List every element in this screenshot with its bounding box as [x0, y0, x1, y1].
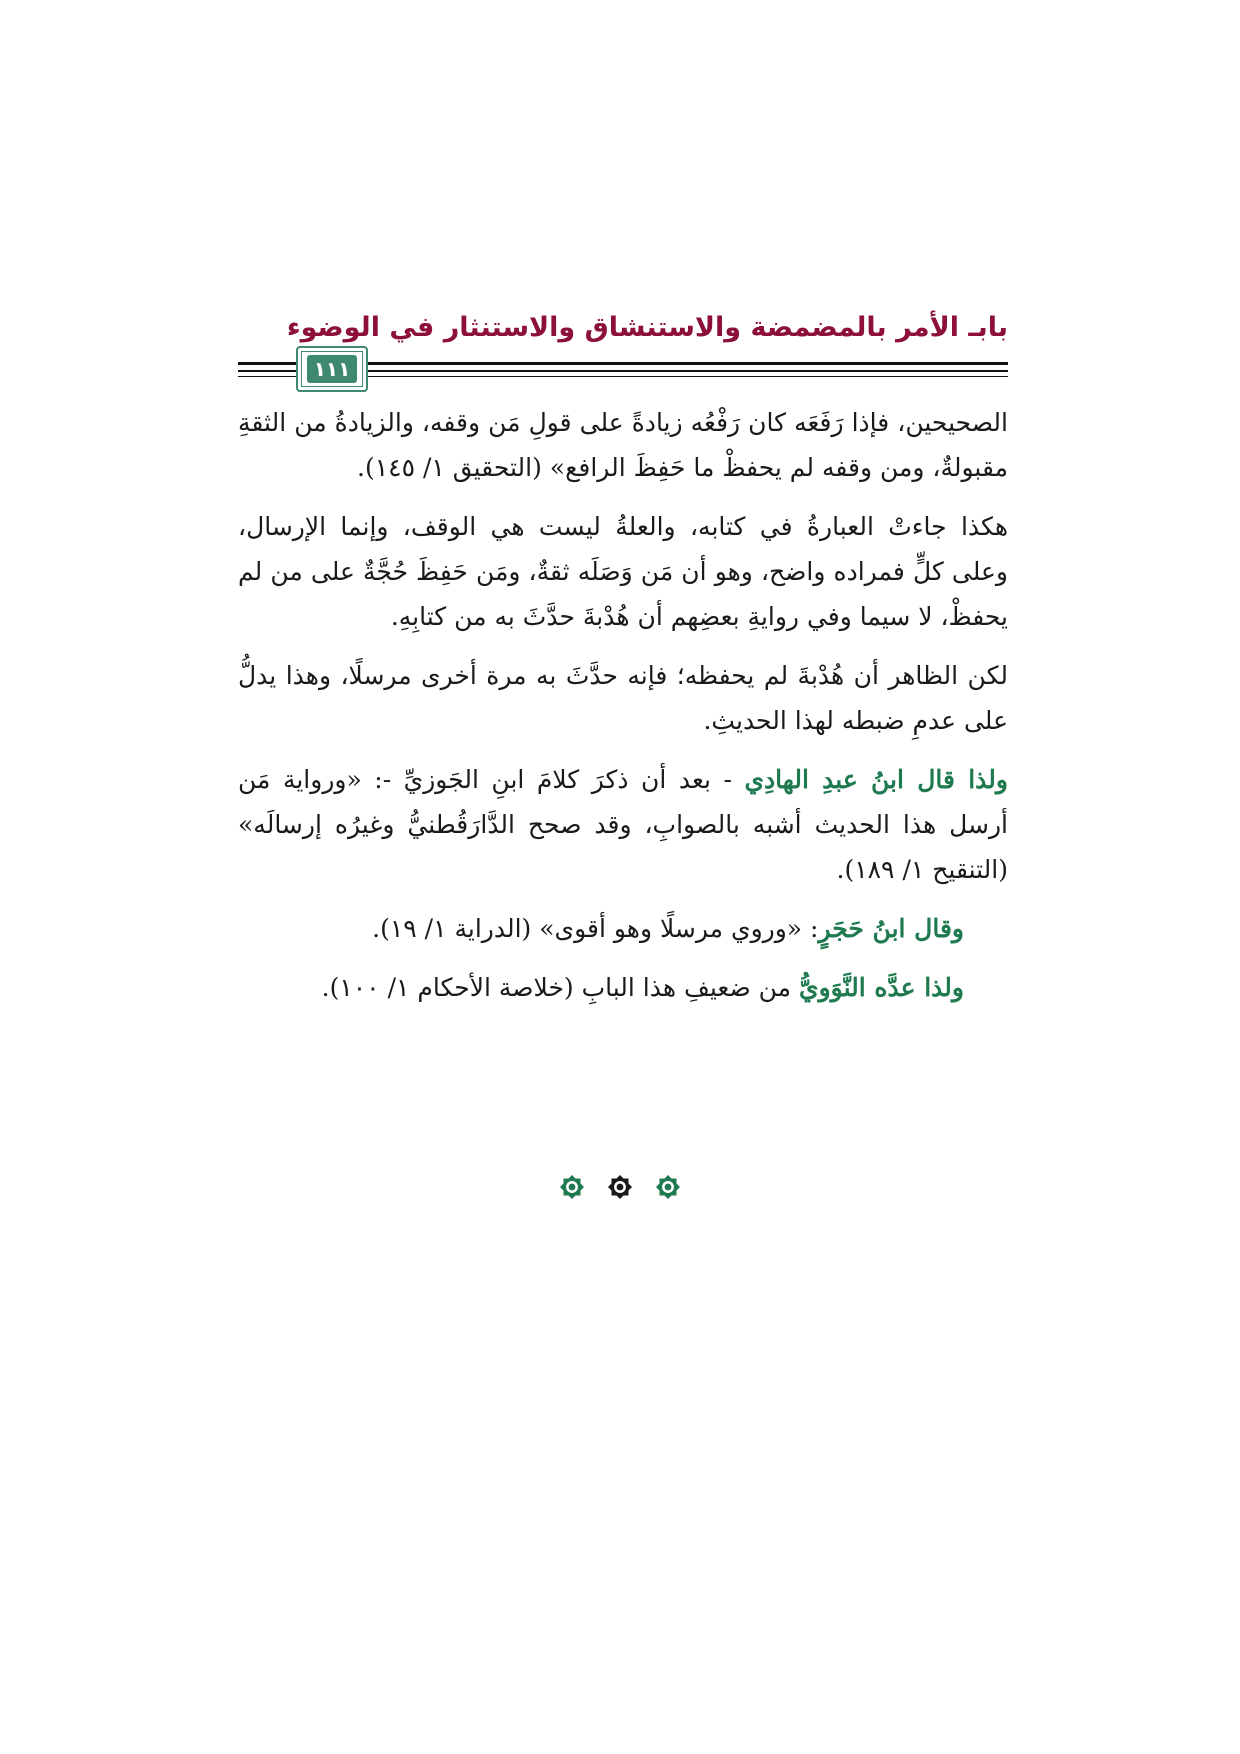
floral-star-icon	[651, 1170, 685, 1204]
floral-star-icon	[603, 1170, 637, 1204]
paragraph-3-text: لكن الظاهر أن هُدْبةَ لم يحفظه؛ فإنه حدَّثَ به مرة أخرى مرسلًا، وهذا يدلُّ على عدمِ ضبطه لهذا الحديثِ.	[238, 661, 1009, 735]
page-number: ١١١	[307, 355, 357, 383]
paragraph-6-text: من ضعيفِ هذا البابِ (خلاصة الأحكام ١/ ١٠٠).	[321, 973, 800, 1002]
paragraph-5-text: : «وروي مرسلًا وهو أقوى» (الدراية ١/ ١٩).	[372, 914, 819, 943]
paragraph-5-lead: وقال ابنُ حَجَرٍ	[818, 914, 964, 943]
section-end-ornaments	[0, 1170, 1240, 1204]
floral-star-icon	[555, 1170, 589, 1204]
page-body	[238, 400, 1008, 1024]
paragraph-3	[238, 653, 1008, 743]
paragraph-4-text: - بعد أن ذكرَ كلامَ ابنِ الجَوزيِّ -: «ورواية مَن أرسل هذا الحديث أشبه بالصوابِ، وقد صحح الدَّارَقُطنيُّ وغيرُه إرسالَه» (التنقيح ١/ ١٨٩).	[238, 765, 1008, 884]
paragraph-2	[238, 504, 1008, 639]
paragraph-2-text: هكذا جاءتْ العبارةُ في كتابه، والعلةُ ليست هي الوقف، وإنما الإرسال، وعلى كلٍّ فمراده واضح، وهو أن مَن وَصَلَه ثقةٌ، ومَن حَفِظَ حُجَّةٌ على من لم يحفظْ، لا سيما وفي روايةِ بعضِهم أن هُدْبةَ حدَّثَ به من كتابِهِ.	[238, 512, 1008, 631]
page-number-frame	[296, 346, 368, 392]
paragraph-4	[238, 757, 1008, 892]
chapter-title: بابـ الأمر بالمضمضة والاستنشاق والاستنثار في الوضوء	[286, 312, 1008, 343]
paragraph-5	[238, 906, 1008, 951]
paragraph-6	[238, 965, 1008, 1010]
paragraph-4-lead: ولذا قال ابنُ عبدِ الهادِي	[744, 765, 1008, 794]
paragraph-6-lead: ولذا عدَّه النَّوَويُّ	[799, 973, 964, 1002]
page-header	[238, 312, 1008, 392]
paragraph-1	[238, 400, 1008, 490]
paragraph-1-text: الصحيحين، فإذا رَفَعَه كان رَفْعُه زيادةً على قولِ مَن وقفه، والزيادةُ من الثقةِ مقبولةٌ، ومن وقفه لم يحفظْ ما حَفِظَ الرافع» (التحقيق ١/ ١٤٥).	[238, 408, 1008, 482]
